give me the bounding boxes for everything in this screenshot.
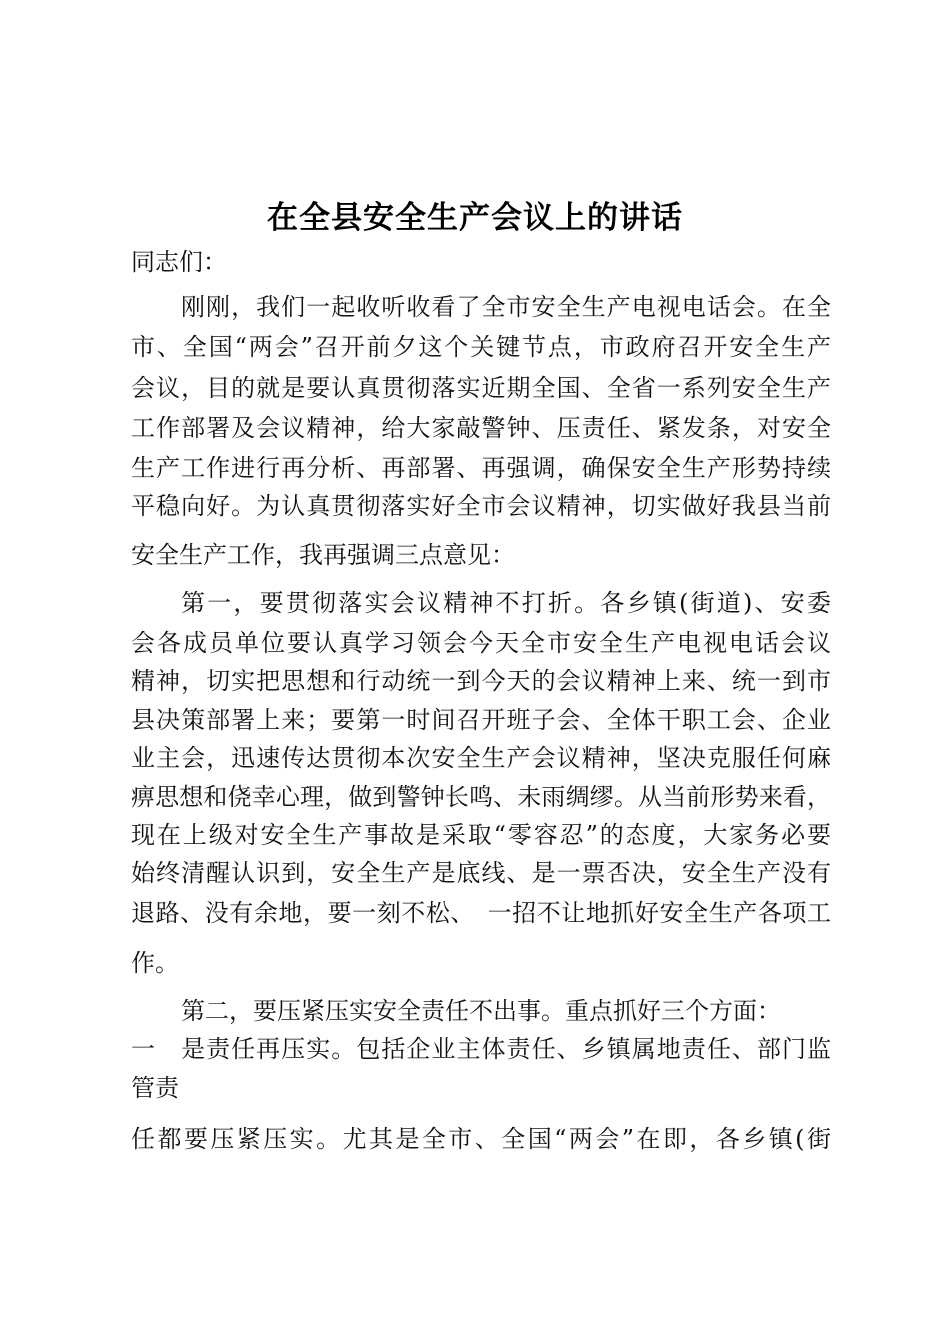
paragraph-line: 退路、没有余地，要一刻不松、 一招不让地抓好安全生产各项工 <box>131 899 831 927</box>
paragraph-line: 精神，切实把思想和行动统一到今天的会议精神上来、统一到市 <box>131 667 831 695</box>
paragraph-line: 痹思想和侥幸心理，做到警钟长鸣、未雨绸缪。从当前形势来看， <box>131 783 831 811</box>
paragraph-line: 始终清醒认识到，安全生产是底线、是一票否决，安全生产没有 <box>131 859 831 887</box>
paragraph-line: 安全生产工作，我再强调三点意见： <box>131 541 515 569</box>
paragraph-line: 会议，目的就是要认真贯彻落实近期全国、全省一系列安全生产 <box>131 374 831 402</box>
paragraph-line: 作。 <box>131 949 179 977</box>
paragraph-line: 会各成员单位要认真学习领会今天全市安全生产电视电话会议 <box>131 629 831 657</box>
paragraph-line: 生产工作进行再分析、再部署、再强调，确保安全生产形势持续 <box>131 454 831 482</box>
paragraph-line: 管责 <box>131 1074 179 1102</box>
paragraph-line: 县决策部署上来；要第一时间召开班子会、全体干职工会、企业 <box>131 706 831 734</box>
paragraph-line: 刚刚，我们一起收听收看了全市安全生产电视电话会。在全 <box>181 293 831 321</box>
paragraph-line: 第二，要压紧压实安全责任不出事。重点抓好三个方面： <box>181 997 781 1025</box>
paragraph-line: 一 是责任再压实。包括企业主体责任、乡镇属地责任、部门监 <box>131 1035 831 1063</box>
paragraph-line: 工作部署及会议精神，给大家敲警钟、压责任、紧发条，对安全 <box>131 414 831 442</box>
paragraph-line: 市、全国“两会”召开前夕这个关键节点，市政府召开安全生产 <box>131 333 831 361</box>
salutation: 同志们： <box>131 248 227 276</box>
paragraph-line: 第一，要贯彻落实会议精神不打折。各乡镇(街道)、安委 <box>181 589 831 617</box>
paragraph-line: 任都要压紧压实。尤其是全市、全国“两会”在即，各乡镇(街 <box>131 1125 831 1153</box>
paragraph-line: 现在上级对安全生产事故是采取“零容忍”的态度，大家务必要 <box>131 821 831 849</box>
paragraph-line: 业主会，迅速传达贯彻本次安全生产会议精神，坚决克服任何麻 <box>131 744 831 772</box>
document-title: 在全县安全生产会议上的讲话 <box>267 200 683 236</box>
paragraph-line: 平稳向好。为认真贯彻落实好全市会议精神，切实做好我县当前 <box>131 492 831 520</box>
